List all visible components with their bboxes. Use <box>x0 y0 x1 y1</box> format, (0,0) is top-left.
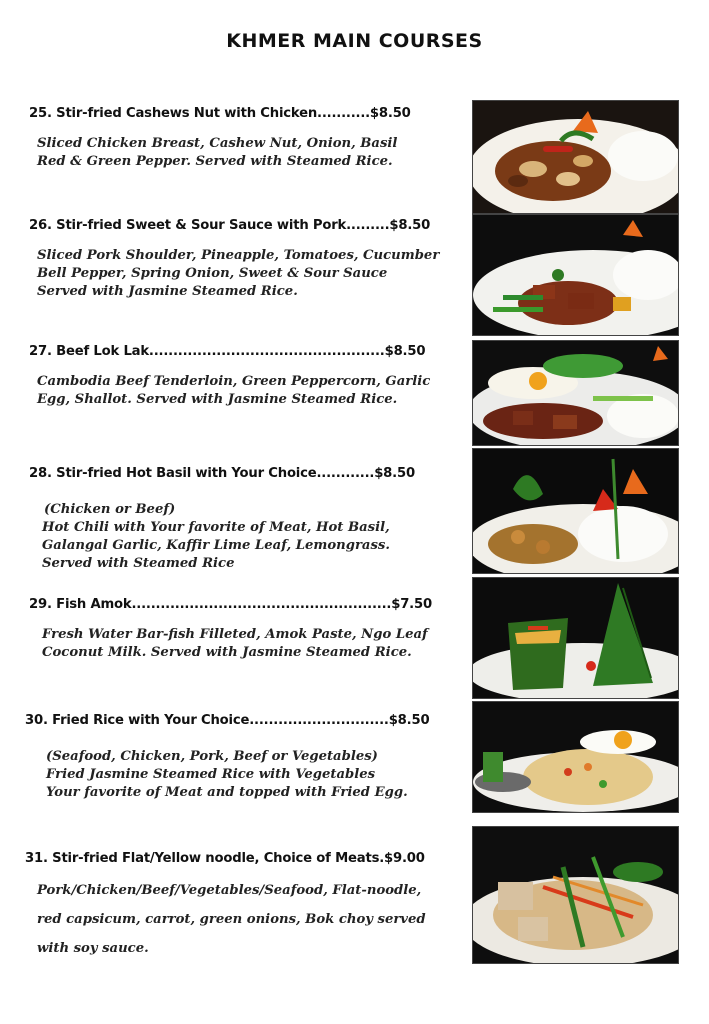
page-title: KHMER MAIN COURSES <box>226 30 483 52</box>
menu-item-heading: 29. Fish Amok......................................................$7.50 <box>29 597 432 612</box>
menu-item-heading: 26. Stir-fried Sweet & Sour Sauce with Pork.........$8.50 <box>29 218 431 233</box>
menu-item-heading: 28. Stir-fried Hot Basil with Your Choice............$8.50 <box>29 466 415 481</box>
sweet-sour-pork-photo <box>472 214 679 336</box>
menu-item-description: Sliced Chicken Breast, Cashew Nut, Onion, Basil Red & Green Pepper. Served with Steamed Rice. <box>37 136 398 169</box>
stir-fried-noodle-photo <box>472 826 679 964</box>
cashew-chicken-photo <box>472 100 679 214</box>
menu-item-description: (Chicken or Beef) Hot Chili with Your favorite of Meat, Hot Basil, Galangal Garlic, Kaffir Lime Leaf, Lemongrass. Served with Steamed Rice <box>42 502 390 571</box>
menu-item-31 <box>0 851 470 963</box>
menu-item-26 <box>0 218 470 301</box>
beef-lok-lak-photo <box>472 340 679 446</box>
menu-item-description: Pork/Chicken/Beef/Vegetables/Seafood, Flat-noodle, red capsicum, carrot, green onions, Bok choy served with soy sauce. <box>37 883 426 956</box>
fish-amok-photo <box>472 577 679 699</box>
menu-item-30 <box>0 713 470 802</box>
menu-item-25 <box>0 106 470 171</box>
fried-rice-photo <box>472 701 679 813</box>
menu-item-28 <box>0 466 470 573</box>
hot-basil-photo <box>472 448 679 574</box>
menu-item-description: Sliced Pork Shoulder, Pineapple, Tomatoes, Cucumber Bell Pepper, Spring Onion, Sweet & Sour Sauce Served with Jasmine Steamed Rice. <box>37 248 440 299</box>
menu-item-29 <box>0 597 470 662</box>
menu-item-heading: 27. Beef Lok Lak.................................................$8.50 <box>29 344 426 359</box>
menu-item-heading: 30. Fried Rice with Your Choice.............................$8.50 <box>25 713 430 728</box>
menu-item-description: (Seafood, Chicken, Pork, Beef or Vegetables) Fried Jasmine Steamed Rice with Vegetables Your favorite of Meat and topped with Fried Egg. <box>46 749 408 800</box>
menu-item-description: Cambodia Beef Tenderloin, Green Peppercorn, Garlic Egg, Shallot. Served with Jasmine Steamed Rice. <box>37 374 431 407</box>
menu-item-heading: 25. Stir-fried Cashews Nut with Chicken...........$8.50 <box>29 106 411 121</box>
menu-item-heading: 31. Stir-fried Flat/Yellow noodle, Choice of Meats.$9.00 <box>25 851 425 866</box>
menu-item-description: Fresh Water Bar-fish Filleted, Amok Paste, Ngo Leaf Coconut Milk. Served with Jasmine Steamed Rice. <box>42 627 428 660</box>
menu-item-27 <box>0 344 470 409</box>
